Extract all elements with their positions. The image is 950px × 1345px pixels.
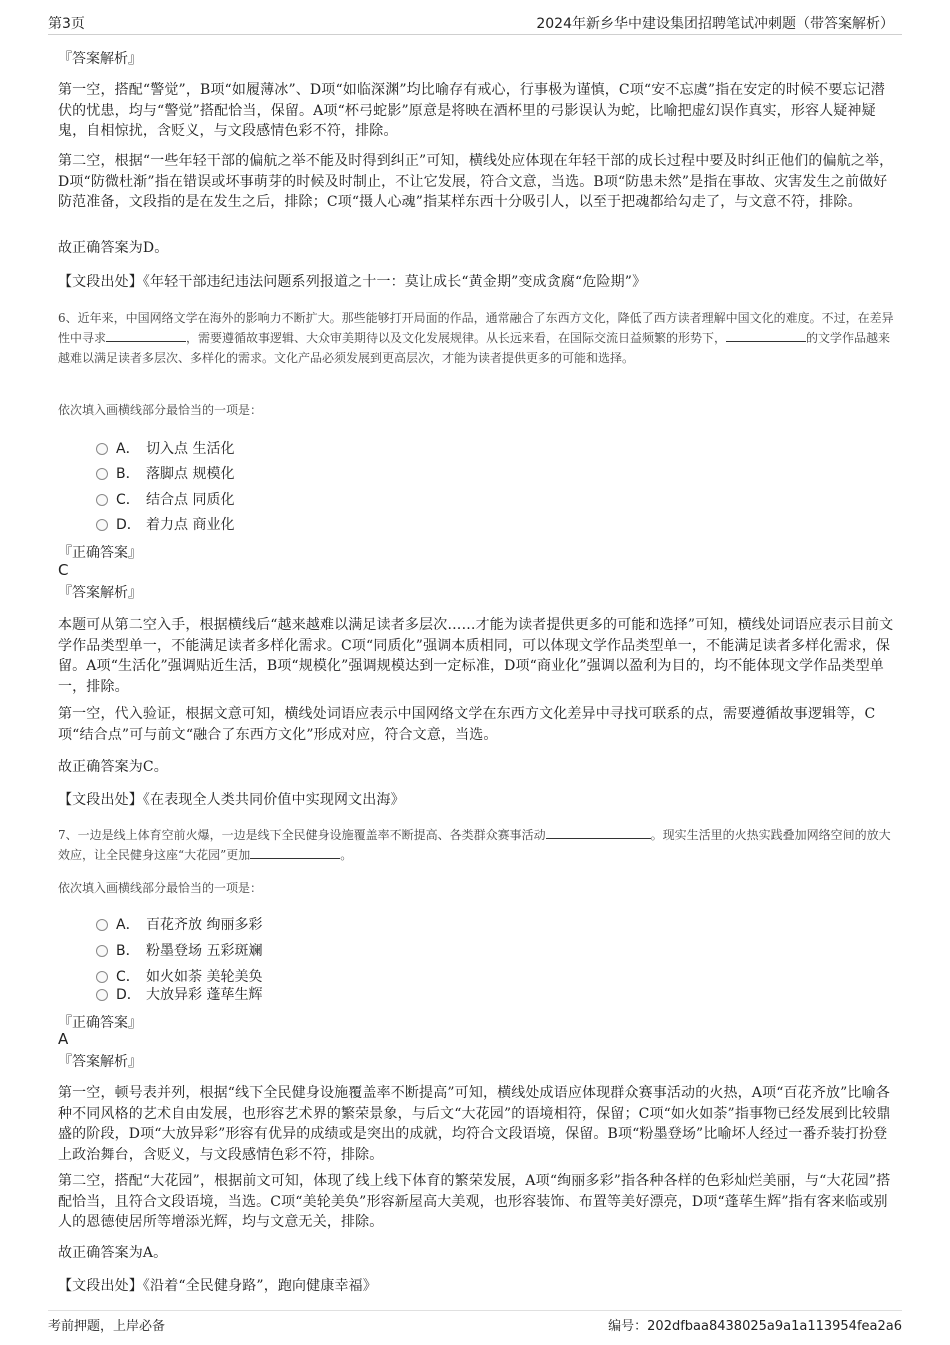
q5-analysis-para2: 第二空，根据“一些年轻干部的偏航之举不能及时得到纠正”可知，横线处应体现在年轻干部的成长过程中要及时纠正他们的偏航之举，D项“防微杜渐”指在错误或坏事萌芽的时候及时制止，不让它发展，符合文意，当选。B项“防患未然”是指在事故、灾害发生之前做好防范准备，文段指的是在发生之后，排除；C项“摄人心魂”指某样东西十分吸引人，以至于把魂都给勾走了，与文意不符，排除。: [58, 153, 894, 210]
q6-answer: C: [58, 561, 69, 579]
q5-analysis-para1: 第一空，搭配“警觉”，B项“如履薄冰”、D项“如临深渊”均比喻存有戒心，行事极为谨慎，C项“安不忘虞”指在安定的时候不要忘记潜伏的忧患，均与“警觉”搭配恰当，保留。A项“杯弓蛇影”原意是将映在酒杯里的弓影误认为蛇，比喻把虚幻误作真实，形容人疑神疑鬼，自相惊扰，含贬义，与文段感情色彩不符，排除。: [58, 82, 885, 139]
q6-blank-2: [726, 329, 806, 342]
q6-source: 【文段出处】《在表现全人类共同价值中实现网文出海》: [58, 792, 405, 808]
q6-conclusion: 故正确答案为C。: [58, 759, 168, 775]
q7-stem: [58, 825, 894, 865]
document-code: 编号：202dfbaa8438025a9a1a113954fea2a6: [608, 1319, 902, 1334]
q5-source: 【文段出处】《年轻干部违纪违法问题系列报道之十一：莫让成长“黄金期”变成贪腐“危险期”》: [58, 274, 647, 290]
q7-prompt: 依次填入画横线部分最恰当的一项是：: [58, 881, 263, 895]
q7-answer-tag: 『正确答案』: [58, 1015, 142, 1031]
radio-icon[interactable]: [96, 443, 108, 455]
q7-analysis-tag: 『答案解析』: [58, 1054, 142, 1070]
q7-stem-part-b: 。现实生活里的火热实践叠加网络空间的放大效应，让全民健身这座“大花园”更加: [58, 828, 891, 862]
radio-icon[interactable]: [96, 945, 108, 957]
q6-option-c[interactable]: C． 结合点 同质化: [96, 489, 234, 509]
q7-stem-part-a: 7、一边是线上体育空前火爆，一边是线下全民健身设施覆盖率不断提高、各类群众赛事活动: [58, 828, 546, 842]
q7-answer: A: [58, 1030, 69, 1048]
q6-answer-tag: 『正确答案』: [58, 545, 142, 561]
document-title: 2024年新乡华中建设集团招聘笔试冲刺题（带答案解析）: [536, 16, 894, 32]
q6-option-a[interactable]: A． 切入点 生活化: [96, 438, 234, 458]
q7-source: 【文段出处】《沿着“全民健身路”，跑向健康幸福》: [58, 1278, 377, 1294]
q6-analysis-para1: 本题可从第二空入手，根据横线后“越来越难以满足读者多层次……才能为读者提供更多的可能和选择”可知，横线处词语应表示目前文学作品类型单一，不能满足读者多样化需求。C项“同质化”强调本质相同，可以体现文学作品类型单一，不能满足读者多样化需求，保留。A项“生活化”强调贴近生活，B项“规模化”强调规模达到一定标准，D项“商业化”强调以盈利为目的，均不能体现文学作品类型单一，排除。: [58, 617, 894, 695]
q7-conclusion: 故正确答案为A。: [58, 1245, 168, 1261]
page-footer: [48, 1310, 902, 1334]
q6-stem-part-c: 的文学作品越来越难以满足读者多层次、多样化的需求。文化产品必须发展到更高层次，才能为读者提供更多的可能和选择。: [58, 331, 891, 365]
q7-option-b[interactable]: B． 粉墨登场 五彩斑斓: [96, 940, 262, 960]
page-header: [48, 10, 902, 35]
q6-blank-1: [106, 329, 186, 342]
q7-option-d[interactable]: D． 大放异彩 蓬荜生辉: [96, 984, 262, 1004]
q6-analysis-tag: 『答案解析』: [58, 585, 142, 601]
q5-analysis-tag: 『答案解析』: [58, 51, 142, 67]
q7-stem-part-c: 。: [340, 848, 353, 862]
q6-option-d[interactable]: D． 着力点 商业化: [96, 514, 234, 534]
q6-analysis-para2: 第一空，代入验证，根据文意可知，横线处词语应表示中国网络文学在东西方文化差异中寻找可联系的点，需要遵循故事逻辑等，C项“结合点”可与前文“融合了东西方文化”形成对应，符合文意，当选。: [58, 706, 876, 743]
q7-blank-1: [546, 826, 651, 839]
radio-icon[interactable]: [96, 494, 108, 506]
radio-icon[interactable]: [96, 919, 108, 931]
q7-analysis-para1: 第一空，顿号表并列，根据“线下全民健身设施覆盖率不断提高”可知，横线处成语应体现群众赛事活动的火热，A项“百花齐放”比喻各种不同风格的艺术自由发展，也形容艺术界的繁荣景象，与后文“大花园”的语境相符，保留；C项“如火如荼”指事物已经发展到比较鼎盛的阶段，D项“大放异彩”形容有优异的成绩或是突出的成就，均符合文段语境，保留。B项“粉墨登场”比喻坏人经过一番乔装打扮登上政治舞台，含贬义，与文段感情色彩不符，排除。: [58, 1085, 891, 1163]
radio-icon[interactable]: [96, 989, 108, 1001]
q6-prompt: 依次填入画横线部分最恰当的一项是：: [58, 403, 263, 417]
footer-slogan: 考前押题，上岸必备: [48, 1319, 166, 1334]
q6-stem-part-a: 6、近年来，中国网络文学在海外的影响力不断扩大。那些能够打开局面的作品，通常融合了东西方文化，降低了西方读者理解中国文化的难度。不过，在差异性中寻求: [58, 311, 894, 345]
q5-conclusion: 故正确答案为D。: [58, 240, 169, 256]
q7-option-c[interactable]: C． 如火如荼 美轮美奂: [96, 966, 262, 986]
q6-option-b[interactable]: B． 落脚点 规模化: [96, 463, 234, 483]
q6-stem: [58, 308, 894, 368]
page-number: 第3页: [48, 16, 85, 32]
q6-stem-part-b: ，需要遵循故事逻辑、大众审美期待以及文化发展规律。从长远来看，在国际交流日益频繁的形势下，: [186, 331, 727, 345]
radio-icon[interactable]: [96, 468, 108, 480]
radio-icon[interactable]: [96, 971, 108, 983]
q7-analysis-para2: 第二空，搭配“大花园”，根据前文可知，体现了线上线下体育的繁荣发展，A项“绚丽多彩”指各种各样的色彩灿烂美丽，与“大花园”搭配恰当，且符合文段语境，当选。C项“美轮美奂”形容新屋高大美观，也形容装饰、布置等美好漂亮，D项“蓬荜生辉”指有客来临或别人的恩德使居所等增添光辉，均与文意无关，排除。: [58, 1173, 891, 1230]
q7-blank-2: [250, 846, 340, 859]
radio-icon[interactable]: [96, 519, 108, 531]
q7-option-a[interactable]: A． 百花齐放 绚丽多彩: [96, 914, 262, 934]
